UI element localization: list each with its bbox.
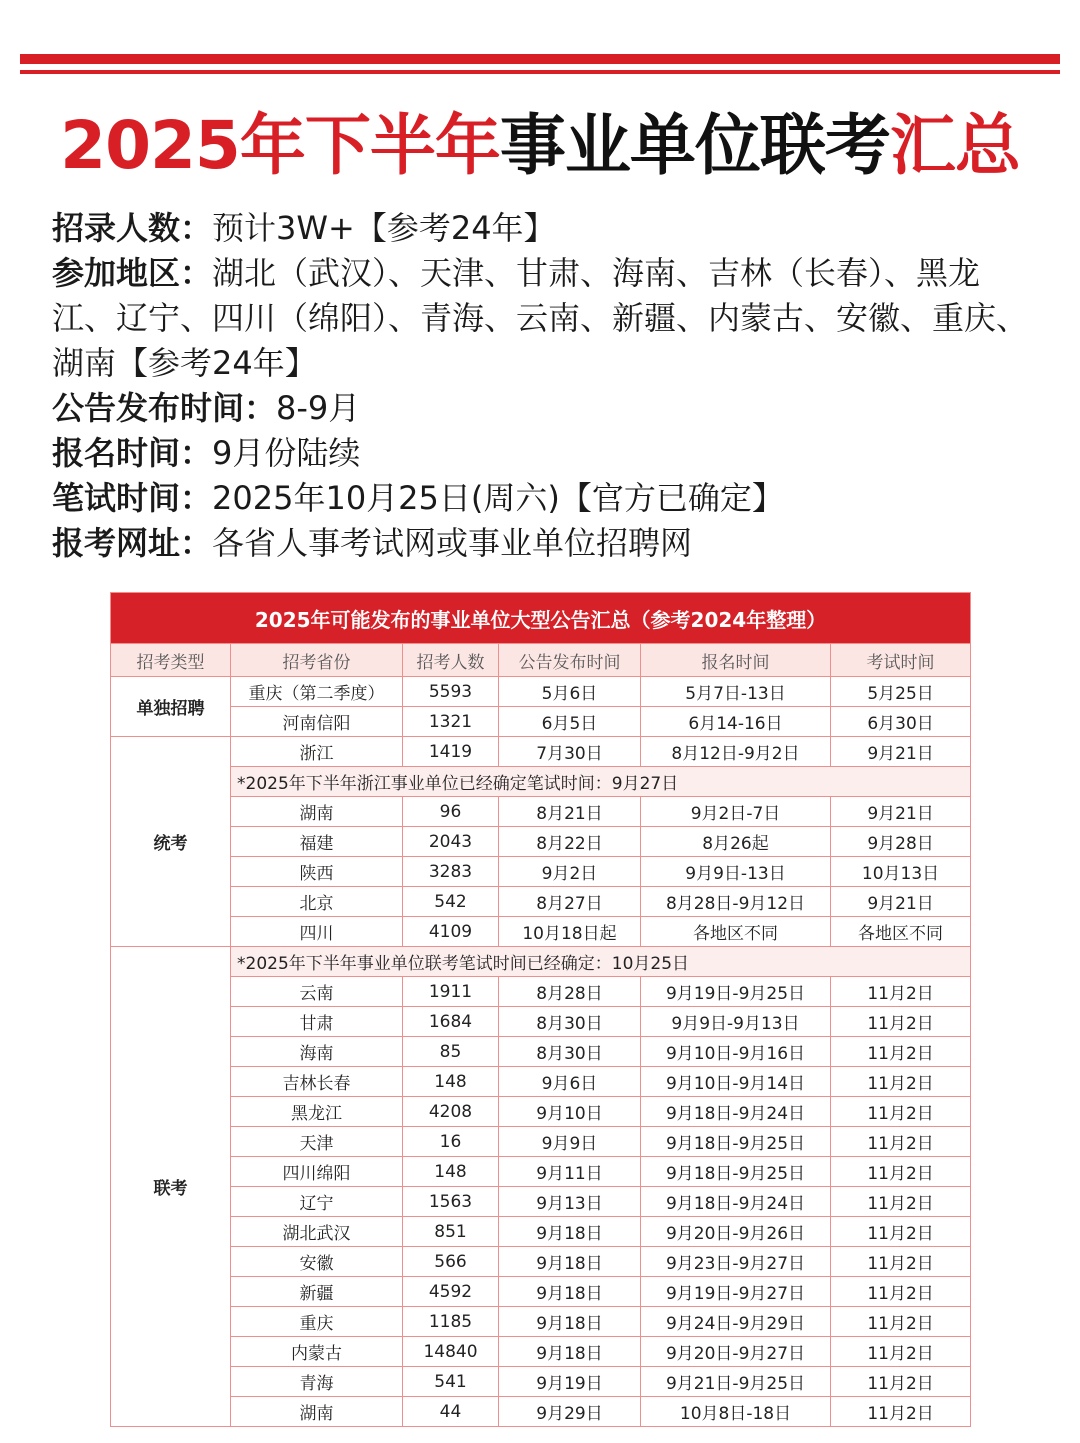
- count-cell: 542: [403, 887, 499, 917]
- info-section: [52, 206, 1042, 566]
- exam-cell: 11月2日: [831, 1127, 971, 1157]
- province-cell: 陕西: [231, 857, 403, 887]
- count-cell: 3283: [403, 857, 499, 887]
- announce-cell: 8月27日: [499, 887, 641, 917]
- header-signup: 报名时间: [641, 644, 831, 677]
- count-cell: 1321: [403, 707, 499, 737]
- exam-cell: 11月2日: [831, 977, 971, 1007]
- signup-cell: 9月2日-7日: [641, 797, 831, 827]
- signup-cell: 9月9日-9月13日: [641, 1007, 831, 1037]
- announce-cell: 8月22日: [499, 827, 641, 857]
- announce-cell: 9月29日: [499, 1397, 641, 1427]
- page-title: [0, 92, 1080, 187]
- table-row: [111, 917, 971, 947]
- table-row: [111, 947, 971, 977]
- announce-cell: 9月9日: [499, 1127, 641, 1157]
- exam-cell: 11月2日: [831, 1247, 971, 1277]
- announce-cell: 9月18日: [499, 1307, 641, 1337]
- signup-cell: 9月20日-9月27日: [641, 1337, 831, 1367]
- exam-cell: 11月2日: [831, 1397, 971, 1427]
- table-row: [111, 1127, 971, 1157]
- province-cell: 甘肃: [231, 1007, 403, 1037]
- province-cell: 新疆: [231, 1277, 403, 1307]
- announce-cell: 10月18日起: [499, 917, 641, 947]
- signup-cell: 9月18日-9月24日: [641, 1187, 831, 1217]
- top-rule-thin: [20, 70, 1060, 74]
- count-cell: 1419: [403, 737, 499, 767]
- exam-cell: 11月2日: [831, 1217, 971, 1247]
- table-row: [111, 1247, 971, 1277]
- table-row: [111, 1067, 971, 1097]
- signup-cell: 8月26起: [641, 827, 831, 857]
- count-cell: 96: [403, 797, 499, 827]
- exam-cell: 11月2日: [831, 1157, 971, 1187]
- header-announce: 公告发布时间: [499, 644, 641, 677]
- count-cell: 14840: [403, 1337, 499, 1367]
- table-row: [111, 737, 971, 767]
- count-cell: 566: [403, 1247, 499, 1277]
- exam-cell: 11月2日: [831, 1307, 971, 1337]
- count-cell: 541: [403, 1367, 499, 1397]
- exam-cell: 6月30日: [831, 707, 971, 737]
- province-cell: 内蒙古: [231, 1337, 403, 1367]
- exam-cell: 9月21日: [831, 737, 971, 767]
- announce-cell: 9月2日: [499, 857, 641, 887]
- top-rule-thick: [20, 54, 1060, 64]
- exam-cell: 9月21日: [831, 797, 971, 827]
- exam-cell: 9月21日: [831, 887, 971, 917]
- exam-cell: 11月2日: [831, 1367, 971, 1397]
- table-row: [111, 857, 971, 887]
- count-cell: 4109: [403, 917, 499, 947]
- count-cell: 148: [403, 1157, 499, 1187]
- table-row: [111, 797, 971, 827]
- province-cell: 河南信阳: [231, 707, 403, 737]
- province-cell: 福建: [231, 827, 403, 857]
- count-cell: 44: [403, 1397, 499, 1427]
- note-row-liankao: *2025年下半年事业单位联考笔试时间已经确定：10月25日: [231, 947, 971, 977]
- table-header-row: [111, 644, 971, 677]
- count-cell: 2043: [403, 827, 499, 857]
- exam-cell: 11月2日: [831, 1037, 971, 1067]
- province-cell: 北京: [231, 887, 403, 917]
- exam-cell: 10月13日: [831, 857, 971, 887]
- province-cell: 湖北武汉: [231, 1217, 403, 1247]
- province-cell: 湖南: [231, 1397, 403, 1427]
- province-cell: 四川: [231, 917, 403, 947]
- header-exam: 考试时间: [831, 644, 971, 677]
- province-cell: 黑龙江: [231, 1097, 403, 1127]
- exam-cell: 11月2日: [831, 1337, 971, 1367]
- signup-cell: 9月10日-9月16日: [641, 1037, 831, 1067]
- count-cell: 1563: [403, 1187, 499, 1217]
- announce-cell: 8月21日: [499, 797, 641, 827]
- table-row: [111, 1367, 971, 1397]
- province-cell: 辽宁: [231, 1187, 403, 1217]
- announce-cell: 7月30日: [499, 737, 641, 767]
- table-caption: 2025年可能发布的事业单位大型公告汇总（参考2024年整理）: [111, 593, 971, 644]
- signup-cell: 9月18日-9月25日: [641, 1127, 831, 1157]
- province-cell: 湖南: [231, 797, 403, 827]
- type-cell-liankao: 联考: [111, 947, 231, 1427]
- province-cell: 安徽: [231, 1247, 403, 1277]
- table-row: [111, 1037, 971, 1067]
- announce-cell: 9月13日: [499, 1187, 641, 1217]
- count-cell: 85: [403, 1037, 499, 1067]
- header-count: 招考人数: [403, 644, 499, 677]
- signup-cell: 9月23日-9月27日: [641, 1247, 831, 1277]
- exam-schedule-table-wrap: [110, 592, 970, 1427]
- count-cell: 851: [403, 1217, 499, 1247]
- signup-cell: 各地区不同: [641, 917, 831, 947]
- table-row: [111, 1217, 971, 1247]
- count-cell: 1185: [403, 1307, 499, 1337]
- exam-cell: 11月2日: [831, 1277, 971, 1307]
- province-cell: 浙江: [231, 737, 403, 767]
- info-signup-time: 报名时间：9月份陆续: [52, 434, 361, 472]
- info-announce-time: 公告发布时间：8-9月: [52, 389, 361, 427]
- announce-cell: 9月6日: [499, 1067, 641, 1097]
- province-cell: 海南: [231, 1037, 403, 1067]
- exam-cell: 9月28日: [831, 827, 971, 857]
- province-cell: 云南: [231, 977, 403, 1007]
- count-cell: 5593: [403, 677, 499, 707]
- signup-cell: 9月9日-13日: [641, 857, 831, 887]
- table-row: [111, 677, 971, 707]
- announce-cell: 8月28日: [499, 977, 641, 1007]
- table-row: [111, 1397, 971, 1427]
- announce-cell: 9月18日: [499, 1247, 641, 1277]
- signup-cell: 10月8日-18日: [641, 1397, 831, 1427]
- exam-cell: 11月2日: [831, 1067, 971, 1097]
- signup-cell: 9月21日-9月25日: [641, 1367, 831, 1397]
- count-cell: 1911: [403, 977, 499, 1007]
- exam-cell: 各地区不同: [831, 917, 971, 947]
- table-row: [111, 1277, 971, 1307]
- province-cell: 重庆（第二季度）: [231, 677, 403, 707]
- count-cell: 1684: [403, 1007, 499, 1037]
- announce-cell: 9月18日: [499, 1277, 641, 1307]
- exam-cell: 11月2日: [831, 1007, 971, 1037]
- info-website: 报考网址：各省人事考试网或事业单位招聘网: [52, 524, 693, 562]
- signup-cell: 8月28日-9月12日: [641, 887, 831, 917]
- signup-cell: 9月18日-9月24日: [641, 1097, 831, 1127]
- signup-cell: 6月14-16日: [641, 707, 831, 737]
- signup-cell: 9月18日-9月25日: [641, 1157, 831, 1187]
- announce-cell: 9月18日: [499, 1217, 641, 1247]
- table-row: [111, 707, 971, 737]
- count-cell: 4208: [403, 1097, 499, 1127]
- table-row: [111, 1337, 971, 1367]
- announce-cell: 8月30日: [499, 1037, 641, 1067]
- table-row: [111, 887, 971, 917]
- table-row: [111, 1157, 971, 1187]
- signup-cell: 8月12日-9月2日: [641, 737, 831, 767]
- signup-cell: 9月20日-9月26日: [641, 1217, 831, 1247]
- table-row: [111, 1007, 971, 1037]
- exam-cell: 5月25日: [831, 677, 971, 707]
- exam-cell: 11月2日: [831, 1187, 971, 1217]
- table-row: [111, 767, 971, 797]
- signup-cell: 5月7日-13日: [641, 677, 831, 707]
- type-cell-single: 单独招聘: [111, 677, 231, 737]
- count-cell: 4592: [403, 1277, 499, 1307]
- table-row: [111, 1097, 971, 1127]
- province-cell: 青海: [231, 1367, 403, 1397]
- exam-cell: 11月2日: [831, 1097, 971, 1127]
- province-cell: 天津: [231, 1127, 403, 1157]
- announce-cell: 8月30日: [499, 1007, 641, 1037]
- info-exam-time: 笔试时间：2025年10月25日(周六)【官方已确定】: [52, 479, 784, 517]
- count-cell: 148: [403, 1067, 499, 1097]
- signup-cell: 9月10日-9月14日: [641, 1067, 831, 1097]
- exam-schedule-table: [110, 592, 971, 1427]
- province-cell: 四川绵阳: [231, 1157, 403, 1187]
- announce-cell: 9月10日: [499, 1097, 641, 1127]
- title-part-3: 汇总: [889, 107, 1020, 184]
- table-row: [111, 977, 971, 1007]
- province-cell: 吉林长春: [231, 1067, 403, 1097]
- note-row-zhejiang: *2025年下半年浙江事业单位已经确定笔试时间：9月27日: [231, 767, 971, 797]
- header-province: 招考省份: [231, 644, 403, 677]
- province-cell: 重庆: [231, 1307, 403, 1337]
- table-row: [111, 1187, 971, 1217]
- title-part-1: 2025年下半年: [60, 107, 500, 184]
- announce-cell: 9月11日: [499, 1157, 641, 1187]
- announce-cell: 5月6日: [499, 677, 641, 707]
- signup-cell: 9月19日-9月25日: [641, 977, 831, 1007]
- type-cell-tongkao: 统考: [111, 737, 231, 947]
- title-part-2: 事业单位联考: [499, 107, 890, 184]
- count-cell: 16: [403, 1127, 499, 1157]
- announce-cell: 9月18日: [499, 1337, 641, 1367]
- table-row: [111, 1307, 971, 1337]
- table-row: [111, 827, 971, 857]
- info-regions: 参加地区：湖北（武汉）、天津、甘肃、海南、吉林（长春）、黑龙江、辽宁、四川（绵阳）、青海、云南、新疆、内蒙古、安徽、重庆、湖南【参考24年】: [52, 254, 1029, 382]
- header-type: 招考类型: [111, 644, 231, 677]
- announce-cell: 9月19日: [499, 1367, 641, 1397]
- info-recruit-count: 招录人数：预计3W+【参考24年】: [52, 209, 556, 247]
- signup-cell: 9月19日-9月27日: [641, 1277, 831, 1307]
- signup-cell: 9月24日-9月29日: [641, 1307, 831, 1337]
- announce-cell: 6月5日: [499, 707, 641, 737]
